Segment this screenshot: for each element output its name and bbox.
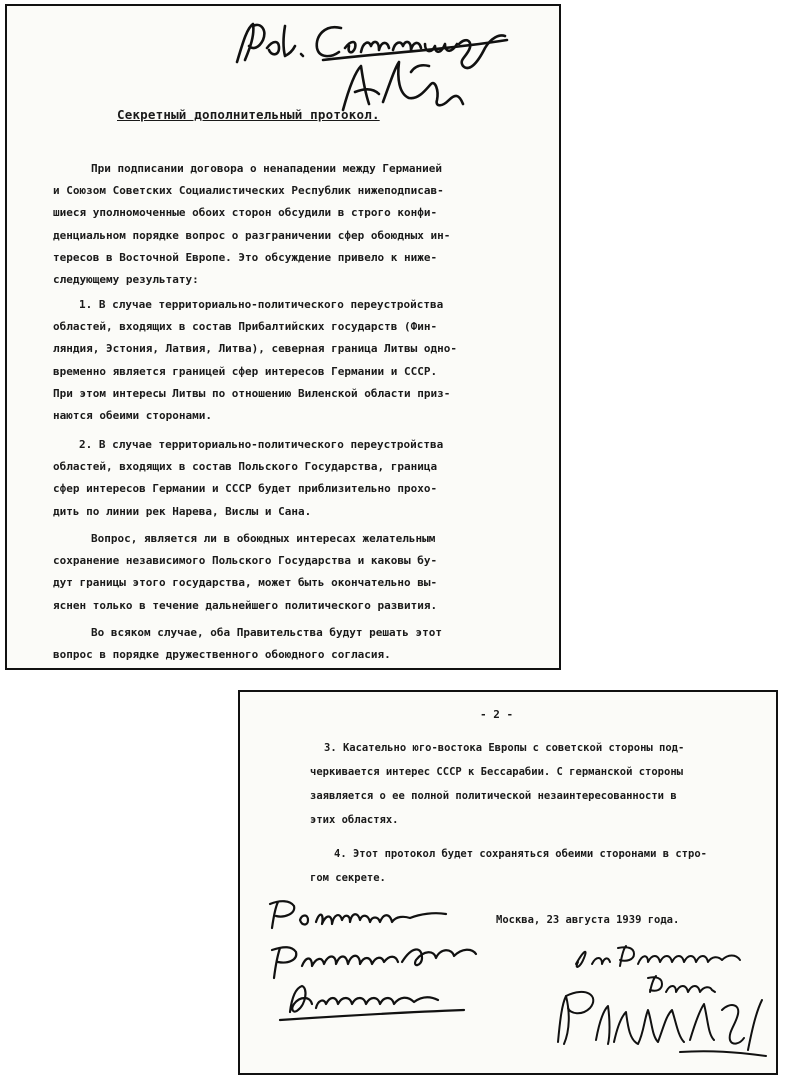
text-line: 1. В случае территориально-политического переустройства (79, 298, 444, 311)
place-and-date: Москва, 23 августа 1939 года. (496, 914, 680, 926)
point-1-paragraph (53, 294, 493, 427)
protocol-page-1 (5, 4, 561, 670)
text-line: сфер интересов Германии и СССР будет приблизительно прохо- (53, 482, 438, 496)
ussr-handwritten-signature (250, 892, 550, 1042)
text-line: дить по линии рек Нарева, Вислы и Сана. (53, 504, 312, 518)
text-line: шиеся уполномоченные обоих сторон обсудили в строго конфи- (53, 206, 438, 220)
text-line: ляндия, Эстония, Латвия, Литва), северная граница Литвы одно- (53, 342, 457, 356)
point-2-paragraph (53, 434, 493, 523)
question-paragraph (53, 528, 493, 617)
text-line: заявляется о ее полной политической незаинтересованности в (310, 790, 677, 802)
intro-paragraph (53, 158, 493, 291)
germany-handwritten-signature (540, 940, 776, 1070)
text-line: яснен только в течение дальнейшего политического развития. (53, 598, 438, 612)
text-line: дут границы этого государства, может быть окончательно вы- (53, 576, 438, 590)
text-line: 3. Касательно юго-востока Европы с советской стороны под- (324, 742, 685, 754)
text-line: областей, входящих в состав Прибалтийских государств (Фин- (53, 320, 438, 334)
text-line: этих областях. (310, 814, 399, 826)
point-3-paragraph (310, 736, 684, 832)
text-line: и Союзом Советских Социалистических Республик нижеподписав- (53, 184, 444, 198)
text-line: денциальном порядке вопрос о разграничении сфер обоюдных ин- (53, 228, 451, 242)
text-line: тересов в Восточной Европе. Это обсуждение привело к ниже- (53, 250, 438, 264)
final-paragraph (53, 622, 493, 666)
text-line: 2. В случае территориально-политического переустройства (79, 438, 444, 451)
text-line: сохранение независимого Польского Государства и каковы бу- (53, 554, 438, 568)
text-line: При подписании договора о ненападении между Германией (91, 162, 442, 175)
text-line: При этом интересы Литвы по отношению Виленской области приз- (53, 386, 451, 400)
text-line: временно является границей сфер интересов Германии и СССР. (53, 364, 438, 378)
protocol-title: Секретный дополнительный протокол. (117, 107, 380, 122)
page-number: - 2 - (480, 708, 514, 721)
text-line: следующему результату: (53, 273, 199, 287)
text-line: 4. Этот протокол будет сохраняться обеими сторонами в стро- (334, 848, 707, 860)
text-line: Вопрос, является ли в обоюдных интересах желательным (91, 532, 436, 545)
text-line: наются обеими сторонами. (53, 409, 212, 423)
point-4-paragraph (310, 842, 707, 890)
text-line: черкивается интерес СССР к Бессарабии. С германской стороны (310, 766, 683, 778)
text-line: вопрос в порядке дружественного обоюдного согласия. (53, 648, 391, 662)
text-line: гом секрете. (310, 872, 386, 884)
text-line: областей, входящих в состав Польского Государства, граница (53, 460, 438, 474)
text-line: Во всяком случае, оба Правительства будут решать этот (91, 626, 442, 639)
protocol-page-2 (238, 690, 778, 1075)
